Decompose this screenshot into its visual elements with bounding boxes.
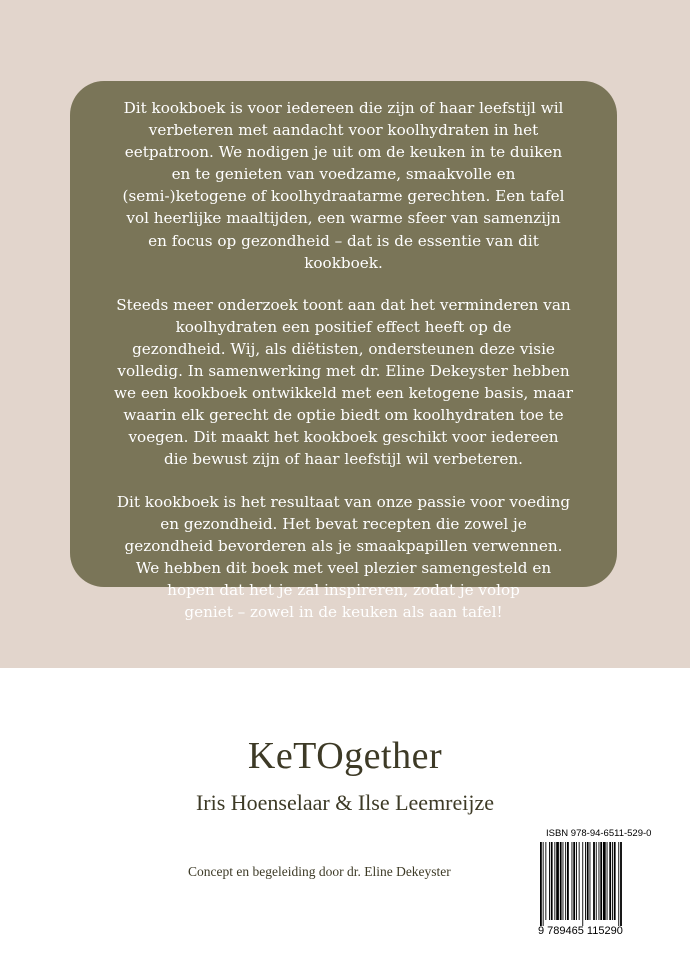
blurb-line: Steeds meer onderzoek toont aan dat het verminderen van <box>116 295 571 314</box>
blurb-line: die bewust zijn of haar leefstijl wil verbeteren. <box>164 450 523 469</box>
blurb-line: kookboek. <box>304 253 383 272</box>
blurb-line: volledig. In samenwerking met dr. Eline Dekeyster hebben <box>117 362 570 381</box>
blurb-line: gezondheid bevorderen als je smaakpapillen verwennen. <box>124 536 563 555</box>
blurb-box <box>70 81 617 621</box>
blurb-line: hopen dat het je zal inspireren, zodat je volop <box>167 580 520 599</box>
blurb-line: verbeteren met aandacht voor koolhydraten in het <box>148 121 539 140</box>
blurb-line: en gezondheid. Het bevat recepten die zowel je <box>160 514 527 533</box>
blurb-line: We hebben dit boek met veel plezier samengesteld en <box>135 558 552 577</box>
cover-bottom-section <box>0 668 690 960</box>
blurb-line: en focus op gezondheid – dat is de essentie van dit <box>148 231 539 250</box>
book-title: KeTOgether <box>247 735 443 777</box>
blurb-line: eetpatroon. We nodigen je uit om de keuken in te duiken <box>124 143 563 162</box>
blurb-line: Dit kookboek is voor iedereen die zijn of haar leefstijl wil <box>123 99 564 117</box>
blurb-line: koolhydraten een positief effect heeft op de <box>175 317 512 336</box>
book-authors: Iris Hoenselaar & Ilse Leemreijze <box>195 790 495 815</box>
blurb-line: waarin elk gerecht de optie biedt om koolhydraten toe te <box>123 406 564 425</box>
barcode-digits: 9 789465 115290 <box>538 925 623 937</box>
blurb-line: en te genieten van voedzame, smaakvolle en <box>171 165 516 184</box>
barcode-icon <box>538 842 642 938</box>
blurb-paragraph-2 <box>84 294 603 471</box>
blurb-paragraph-1 <box>84 97 603 274</box>
blurb-paragraph-3 <box>84 491 603 624</box>
blurb-line: (semi-)ketogene of koolhydraatarme gerechten. Een tafel <box>122 187 565 206</box>
blurb-line: geniet – zowel in de keuken als aan tafel! <box>184 602 503 621</box>
blurb-line: we een kookboek ontwikkeld met een ketogene basis, maar <box>114 384 573 403</box>
blurb-line: gezondheid. Wij, als diëtisten, ondersteunen deze visie <box>132 339 555 358</box>
blurb-line: voegen. Dit maakt het kookboek geschikt voor iedereen <box>128 428 559 447</box>
blurb-line: vol heerlijke maaltijden, een warme sfeer van samenzijn <box>126 209 561 228</box>
concept-credit: Concept en begeleiding door dr. Eline Dekeyster <box>188 864 451 879</box>
isbn-label: ISBN 978-94-6511-529-0 <box>546 828 652 839</box>
blurb-line: Dit kookboek is het resultaat van onze passie voor voeding <box>116 492 571 511</box>
